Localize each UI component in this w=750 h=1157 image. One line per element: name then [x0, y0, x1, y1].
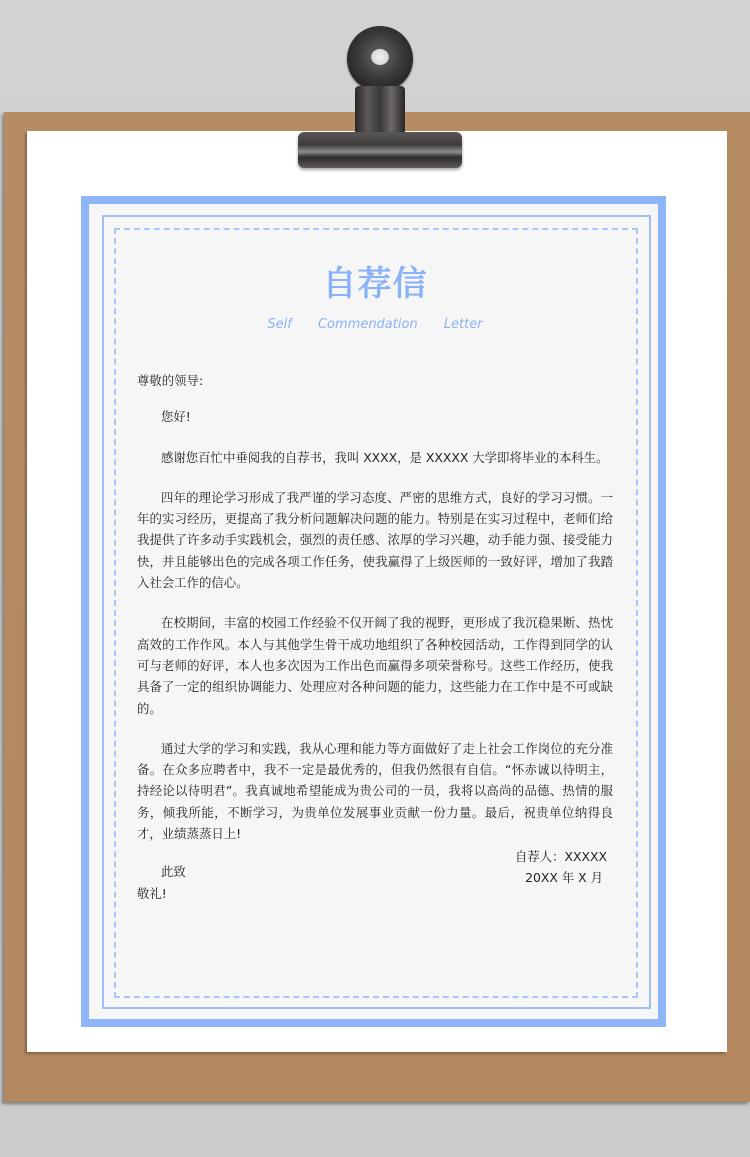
date: 20XX 年 X 月	[525, 870, 603, 885]
binder-clip-base	[298, 132, 462, 168]
closing-line-1: 此致	[161, 864, 186, 880]
letter-body	[137, 370, 613, 904]
paragraph-conclusion: 通过大学的学习和实践，我从心理和能力等方面做好了走上社会工作岗位的充分准备。在众多应聘者中，我不一定是最优秀的，但我仍然很有自信。“怀赤诚以待明主，持经论以待明君”。我真诚地希望能成为贵公司的一员，我将以高尚的品德、热情的服务，倾我所能，不断学习，为贵单位发展事业贡献一份力量。最后，祝贵单位纳得良才，业绩蒸蒸日上!	[137, 740, 613, 842]
paragraph-study: 四年的理论学习形成了我严谨的学习态度、严密的思维方式，良好的学习习惯。一年的实习经历，更提高了我分析问题解决问题的能力。特别是在实习过程中，老师们给我提供了许多动手实践机会，强烈的责任感、浓厚的学习兴趣，动手能力强、接受能力快，并且能够出色的完成各项工作任务，使我赢得了上级医师的一致好评，增加了我踏入社会工作的信心。	[137, 489, 613, 591]
binder-clip-neck	[355, 86, 405, 138]
closing-line-2: 敬礼!	[137, 885, 167, 901]
binder-clip-hole	[371, 49, 389, 65]
letter-title: 自荐信	[322, 264, 428, 304]
greeting: 您好!	[161, 409, 191, 425]
signature: 自荐人：XXXXX	[514, 849, 607, 864]
salutation: 尊敬的领导:	[137, 373, 204, 388]
paragraph-campus: 在校期间，丰富的校园工作经验不仅开阔了我的视野，更形成了我沉稳果断、热忱高效的工作作风。本人与其他学生骨干成功地组织了各种校园活动，工作得到同学的认可与老师的好评，本人也多次因为工作出色而赢得多项荣誉称号。这些工作经历，使我具备了一定的组织协调能力、处理应对各种问题的能力，这些能力在工作中是不可或缺的。	[137, 615, 613, 716]
letter-subtitle: Self Commendation Letter	[267, 317, 483, 332]
paragraph-intro: 感谢您百忙中垂阅我的自荐书，我叫 XXXX，是 XXXXX 大学即将毕业的本科生。	[161, 449, 609, 465]
